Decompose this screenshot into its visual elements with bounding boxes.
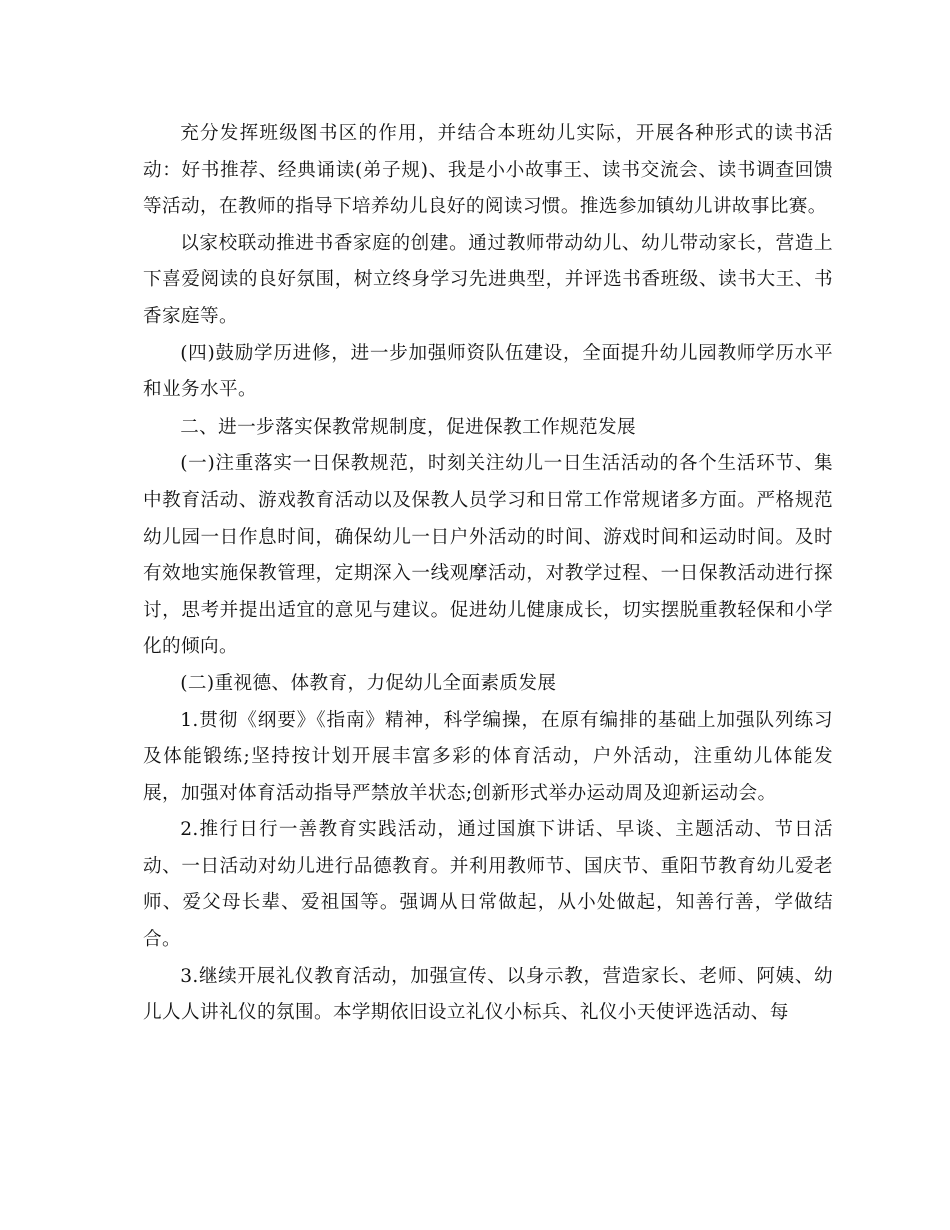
- paragraph-daily-routine: (一)注重落实一日保教规范，时刻关注幼儿一日生活活动的各个生活环节、集中教育活动、游戏教育活动以及保教人员学习和日常工作常规诸多方面。严格规范幼儿园一日作息时间，确保幼儿一日户外活动的时间、游戏时间和运动时间。及时有效地实施保教管理，定期深入一线观摩活动，对教学过程、一日保教活动进行探讨，思考并提出适宜的意见与建议。促进幼儿健康成长，切实摆脱重教轻保和小学化的倾向。: [143, 453, 833, 658]
- paragraph-reading-activities: 充分发挥班级图书区的作用，并结合本班幼儿实际，开展各种形式的读书活动：好书推荐、经典诵读(弟子规)、我是小小故事王、读书交流会、读书调查回馈等活动，在教师的指导下培养幼儿良好的阅读习惯。推选参加镇幼儿讲故事比赛。: [143, 123, 833, 218]
- section-heading-care-education: 二、进一步落实保教常规制度，促进保教工作规范发展: [180, 416, 637, 438]
- paragraph-family-reading: 以家校联动推进书香家庭的创建。通过教师带动幼儿、幼儿带动家长，营造上下喜爱阅读的良好氛围，树立终身学习先进典型，并评选书香班级、读书大王、书香家庭等。: [143, 232, 833, 327]
- paragraph-item-3: 3.继续开展礼仪教育活动，加强宣传、以身示教，营造家长、老师、阿姨、幼儿人人讲礼仪的氛围。本学期依旧设立礼仪小标兵、礼仪小天使评选活动、每: [143, 965, 833, 1024]
- paragraph-item-1: 1.贯彻《纲要》《指南》精神，科学编操，在原有编排的基础上加强队列练习及体能锻练;坚持按计划开展丰富多彩的体育活动，户外活动，注重幼儿体能发展，加强对体育活动指导严禁放羊状态;创新形式举办运动周及迎新运动会。: [143, 709, 833, 804]
- subheading-moral-physical: (二)重视德、体教育，力促幼儿全面素质发展: [180, 672, 557, 694]
- document-body: [143, 116, 833, 1032]
- paragraph-item-2: 2.推行日行一善教育实践活动，通过国旗下讲话、早谈、主题活动、节日活动、一日活动对幼儿进行品德教育。并利用教师节、国庆节、重阳节教育幼儿爱老师、爱父母长辈、爱祖国等。强调从日常做起，从小处做起，知善行善，学做结合。: [143, 819, 833, 951]
- paragraph-teacher-education: (四)鼓励学历进修，进一步加强师资队伍建设，全面提升幼儿园教师学历水平和业务水平。: [143, 342, 833, 401]
